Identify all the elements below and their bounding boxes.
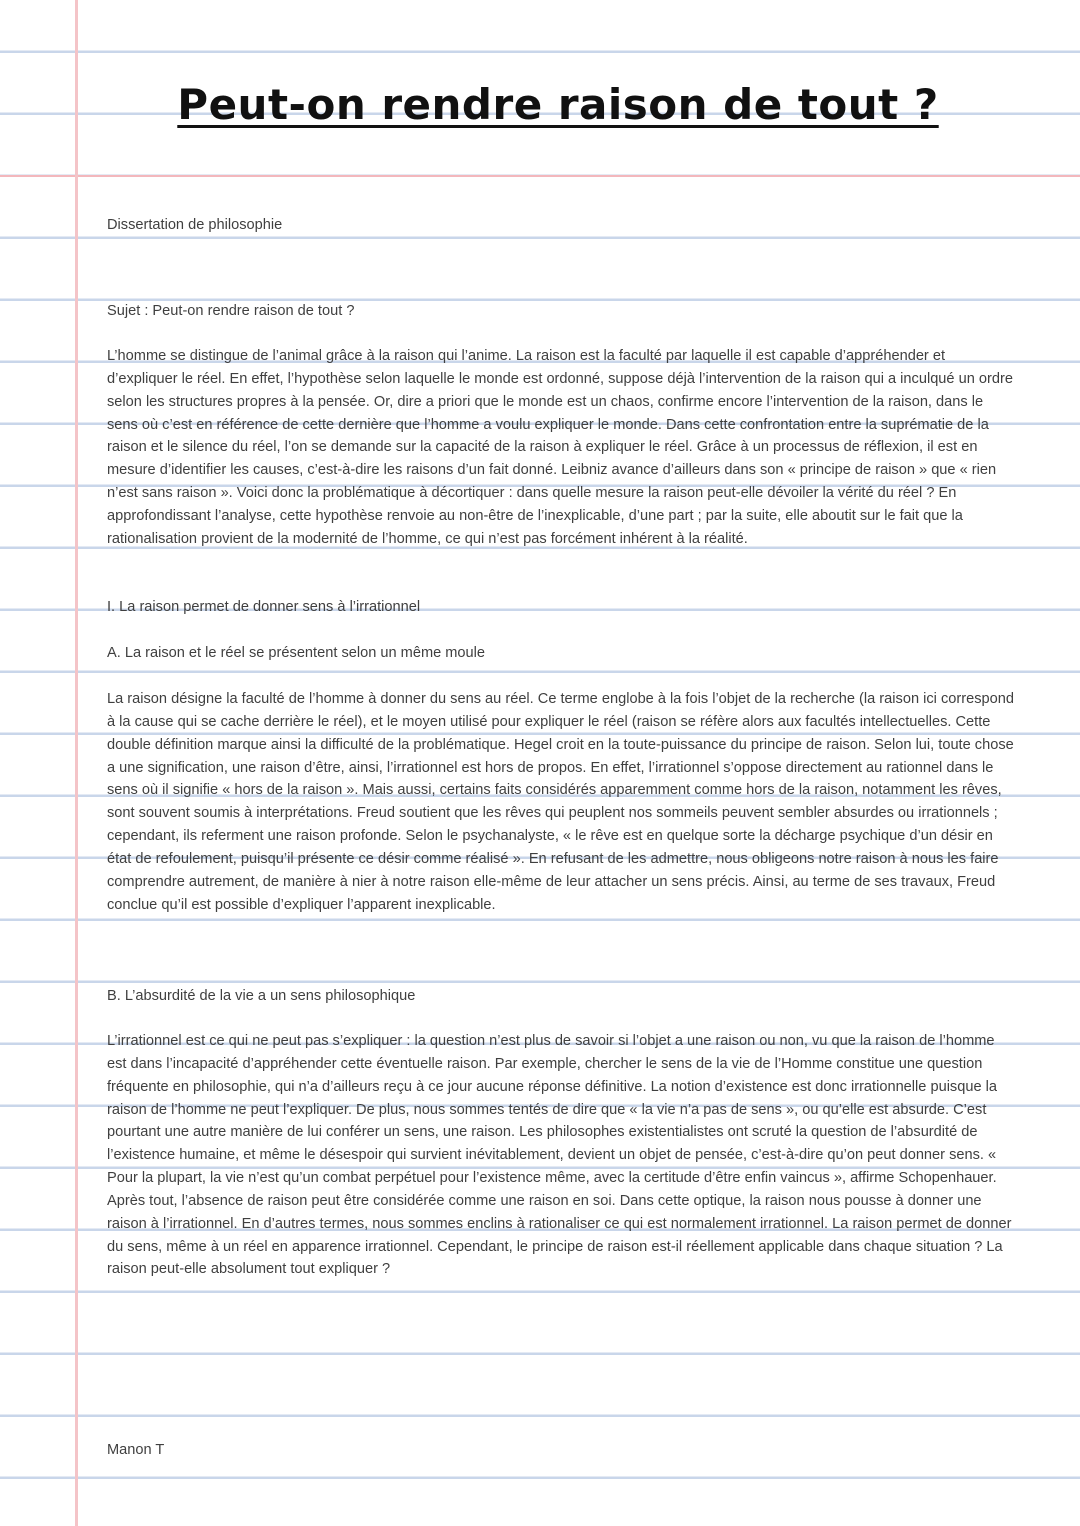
part-one-heading: I. La raison permet de donner sens à l’irrationnel [107,599,421,615]
section-b-heading: B. L’absurdité de la vie a un sens philosophique [107,988,416,1004]
page-title: Peut-on rendre raison de tout ? [177,80,939,129]
document-subtitle: Dissertation de philosophie [107,217,283,233]
section-a-heading: A. La raison et le réel se présentent selon un même moule [107,645,486,661]
author-name: Manon T [107,1442,165,1458]
section-a-paragraph: La raison désigne la faculté de l’homme à donner du sens au réel. Ce terme englobe à la fois l’objet de la recherche (la raison ici correspond à la cause qui se cache derrière le réel), et le moyen utilisé pour expliquer le réel (raison se réfère alors aux facultés intellectuelles. Cette double définition marque ainsi la difficulté de la problématique. Hegel croit en la toute-puissance du principe de raison. Selon lui, toute chose a une signification, une raison d’être, ainsi, l’irrationnel est hors de propos. En effet, l’irrationnel s’oppose directement au rationnel dans le sens où il signifie « hors de la raison ». Mais aussi, certains faits considérés apparemment comme hors de la raison, notamment les rêves, sont souvent soumis à interprétations. Freud soutient que les rêves qui peuplent nos sommeils peuvent sembler absurdes ou irrationnels ; cependant, ils referment une raison profonde. Selon le psychanalyste, « le rêve est en quelque sorte la décharge psychique d’un désir en état de refoulement, puisqu’il présente ce désir comme réalisé ». En refusant de les admettre, nous obligeons notre raison à nous les faire comprendre autrement, de manière à nier à notre raison elle-même de leur attacher un sens précis. Ainsi, au terme de ses travaux, Freud conclue qu’il est possible d’expliquer l’apparent inexplicable. [107,691,1014,913]
subject-line: Sujet : Peut-on rendre raison de tout ? [107,303,355,319]
margin-line [75,0,78,1526]
section-b-paragraph: L’irrationnel est ce qui ne peut pas s’expliquer : la question n’est plus de savoir si l’objet a une raison ou non, vu que la raison de l’homme est dans l’incapacité d’appréhender cette éventuelle raison. Par exemple, chercher le sens de la vie de l’Homme constitue une question fréquente en philosophie, qui n’a d’ailleurs reçu à ce jour aucune réponse définitive. La notion d’existence est donc irrationnelle puisque la raison de l’homme ne peut l’expliquer. De plus, nous sommes tentés de dire que « la vie n’a pas de sens », ou qu’elle est absurde. C’est pourtant une autre manière de lui conférer un sens, une raison. Les philosophes existentialistes ont scruté la question de l’absurdité de l’existence humaine, et même le désespoir qui survient inévitablement, devient un objet de pensée, c’est-à-dire qu’on peut donner sens. « Pour la plupart, la vie n’est qu’un combat perpétuel pour l’existence même, avec la certitude d’être enfin vaincus », affirme Schopenhauer. Après tout, l’absence de raison peut être considérée comme une raison en soi. Dans cette optique, la raison nous pousse à donner une raison à l’irrationnel. En d’autres termes, nous sommes enclins à rationaliser ce qui est normalement irrationnel. La raison permet de donner du sens, même à un réel en apparence irrationnel. Cependant, le principe de raison est-il réellement applicable dans chaque situation ? La raison peut-elle absolument tout expliquer ? [107,1033,1012,1278]
intro-paragraph: L’homme se distingue de l’animal grâce à la raison qui l’anime. La raison est la faculté par laquelle il est capable d’appréhender et d’expliquer le réel. En effet, l’hypothèse selon laquelle le monde est ordonné, suppose déjà l’intervention de la raison qui a inculqué un ordre selon les structures propres à la pensée. Or, dire a priori que le monde est un chaos, confirme encore l’intervention de la raison, dans le sens où c’est en référence de cette dernière que l’homme a voulu expliquer le monde. Dans cette confrontation entre la suprématie de la raison et le silence du réel, l’on se demande sur la capacité de la raison à expliquer le réel. Grâce à un processus de réflexion, il est en mesure d’identifier les causes, c’est-à-dire les raisons d’un fait donné. Leibniz avance d’ailleurs dans son « principe de raison » que « rien n’est sans raison ». Voici donc la problématique à décortiquer : dans quelle mesure la raison peut-elle dévoiler la vérité du réel ? En approfondissant l’analyse, cette hypothèse renvoie au non-être de l’inexplicable, d’une part ; par la suite, elle aboutit sur le fait que la rationalisation provient de la modernité de l’homme, ce qui n’est pas forcément inhérent à la réalité. [107,348,1013,547]
